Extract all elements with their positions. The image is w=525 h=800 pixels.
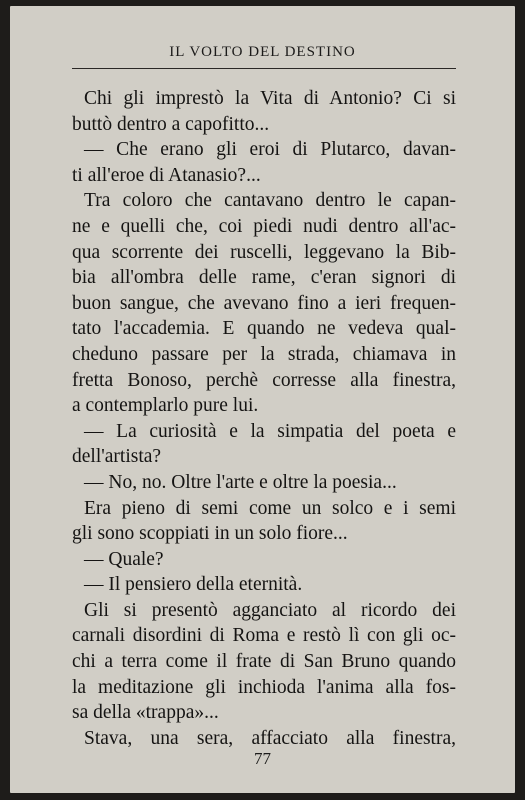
text-line: a contemplarlo pure lui. xyxy=(72,395,259,417)
text-line: buon sangue, che avevano fino a ieri frequen- xyxy=(72,292,456,314)
text-line: qua scorrente dei ruscelli, leggevano la Bib- xyxy=(72,241,456,263)
text-line: cheduno passare per la strada, chiamava in xyxy=(72,343,456,365)
text-line: Gli si presentò agganciato al ricordo dei xyxy=(84,599,456,621)
text-line: chi a terra come il frate di San Bruno quando xyxy=(72,651,456,673)
text-line: — Il pensiero della eternità. xyxy=(84,574,303,596)
body-text xyxy=(72,86,456,751)
text-line: — Che erano gli eroi di Plutarco, davan- xyxy=(84,139,456,161)
text-line: fretta Bonoso, perchè corresse alla finestra, xyxy=(72,369,456,391)
text-line: ne e quelli che, coi piedi nudi dentro all'ac- xyxy=(72,215,456,237)
text-line: buttò dentro a capofitto... xyxy=(72,113,270,135)
text-line: Tra coloro che cantavano dentro le capan- xyxy=(84,190,456,212)
text-line: gli sono scoppiati in un solo fiore... xyxy=(72,523,348,545)
text-line: — La curiosità e la simpatia del poeta e xyxy=(84,420,456,442)
text-line: Stava, una sera, affacciato alla finestra, xyxy=(84,727,456,749)
text-line: ti all'eroe di Atanasio?... xyxy=(72,164,261,186)
text-line: sa della «trappa»... xyxy=(72,702,219,724)
book-page xyxy=(10,6,515,793)
text-line: tato l'accademia. E quando ne vedeva qual- xyxy=(72,318,456,340)
text-line: bia all'ombra delle rame, c'eran signori di xyxy=(72,267,456,289)
header-rule xyxy=(72,68,456,69)
page-number: 77 xyxy=(254,749,271,768)
text-line: — Quale? xyxy=(84,548,164,570)
running-head: IL VOLTO DEL DESTINO xyxy=(169,44,356,60)
text-line: carnali disordini di Roma e restò lì con gli oc- xyxy=(72,625,456,647)
text-line: — No, no. Oltre l'arte e oltre la poesia... xyxy=(84,471,397,493)
text-line: Era pieno di semi come un solco e i semi xyxy=(84,497,456,519)
text-line: dell'artista? xyxy=(72,446,162,468)
text-line: Chi gli imprestò la Vita di Antonio? Ci si xyxy=(84,88,456,109)
text-line: la meditazione gli inchioda l'anima alla fos- xyxy=(72,676,456,698)
